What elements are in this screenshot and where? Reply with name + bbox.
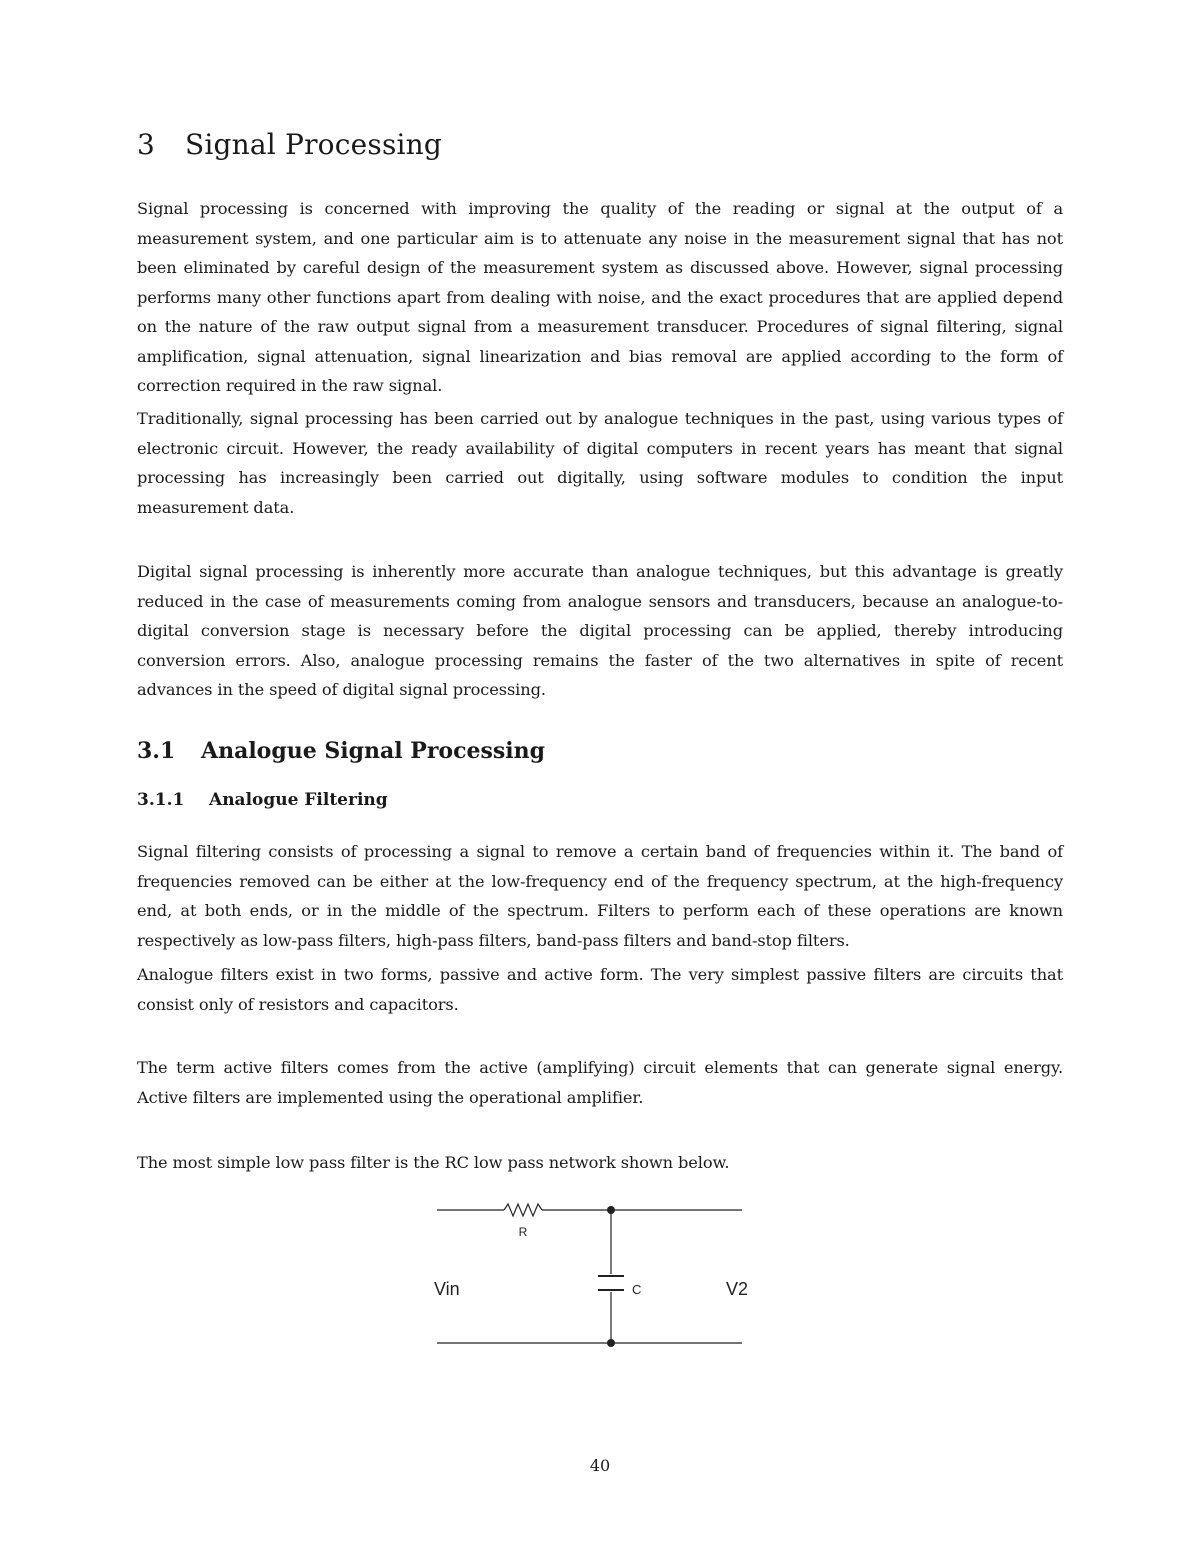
subsubsection-title: Analogue Filtering — [209, 790, 388, 810]
subsection-title: Analogue Signal Processing — [201, 738, 545, 764]
paragraph-filtering: Signal filtering consists of processing a signal to remove a certain band of frequencies within it. The band of frequencies removed can be either at the low-frequency end of the frequency spectrum, at the high-frequency end, at both ends, or in the middle of the spectrum. Filters to perform each of these operations are known respectively as low-pass filters, high-pass filters, band-pass filters and band-stop filters. — [137, 842, 1063, 950]
subsubsection-heading — [137, 790, 388, 810]
resistor-symbol — [504, 1204, 542, 1216]
paragraph-digital: Digital signal processing is inherently more accurate than analogue techniques, but this advantage is greatly reduced in the case of measurements coming from analogue sensors and transducers, because an analogue-to-digital conversion stage is necessary before the digital processing can be applied, thereby introducing conversion errors. Also, analogue processing remains the faster of the two alternatives in spite of recent advances in the speed of digital signal processing. — [137, 562, 1063, 699]
paragraph-intro: Signal processing is concerned with improving the quality of the reading or signal at the output of a measurement system, and one particular aim is to attenuate any noise in the measurement signal that has not been eliminated by careful design of the measurement system as discussed above. However, signal processing performs many other functions apart from dealing with noise, and the exact procedures that are applied depend on the nature of the raw output signal from a measurement transducer. Procedures of signal filtering, signal amplification, signal attenuation, signal linearization and bias removal are applied according to the form of correction required in the raw signal. — [137, 199, 1063, 395]
resistor-label: R — [518, 1225, 528, 1239]
subsubsection-number: 3.1.1 — [137, 790, 185, 810]
paragraph-analogue-filters: Analogue filters exist in two forms, passive and active form. The very simplest passive filters are circuits that consist only of resistors and capacitors. — [137, 965, 1063, 1014]
section-title: Signal Processing — [185, 128, 443, 161]
input-voltage-label: Vin — [434, 1279, 460, 1299]
paragraph-active-filters: The term active filters comes from the active (amplifying) circuit elements that can generate signal energy. Active filters are implemented using the operational amplifier. — [137, 1058, 1063, 1107]
capacitor-label: C — [632, 1282, 642, 1297]
bottom-node — [607, 1339, 615, 1347]
paragraph-rc-intro: The most simple low pass filter is the RC low pass network shown below. — [137, 1153, 730, 1172]
rc-lowpass-circuit-diagram — [420, 1190, 760, 1360]
subsection-number: 3.1 — [137, 738, 176, 764]
page-number: 40 — [589, 1456, 611, 1475]
paragraph-traditional: Traditionally, signal processing has been carried out by analogue techniques in the past, using various types of electronic circuit. However, the ready availability of digital computers in recent years has meant that signal processing has increasingly been carried out digitally, using software modules to condition the input measurement data. — [137, 409, 1063, 517]
section-number: 3 — [137, 128, 156, 161]
output-voltage-label: V2 — [726, 1279, 749, 1299]
subsection-heading — [137, 738, 545, 764]
section-heading — [137, 128, 442, 161]
